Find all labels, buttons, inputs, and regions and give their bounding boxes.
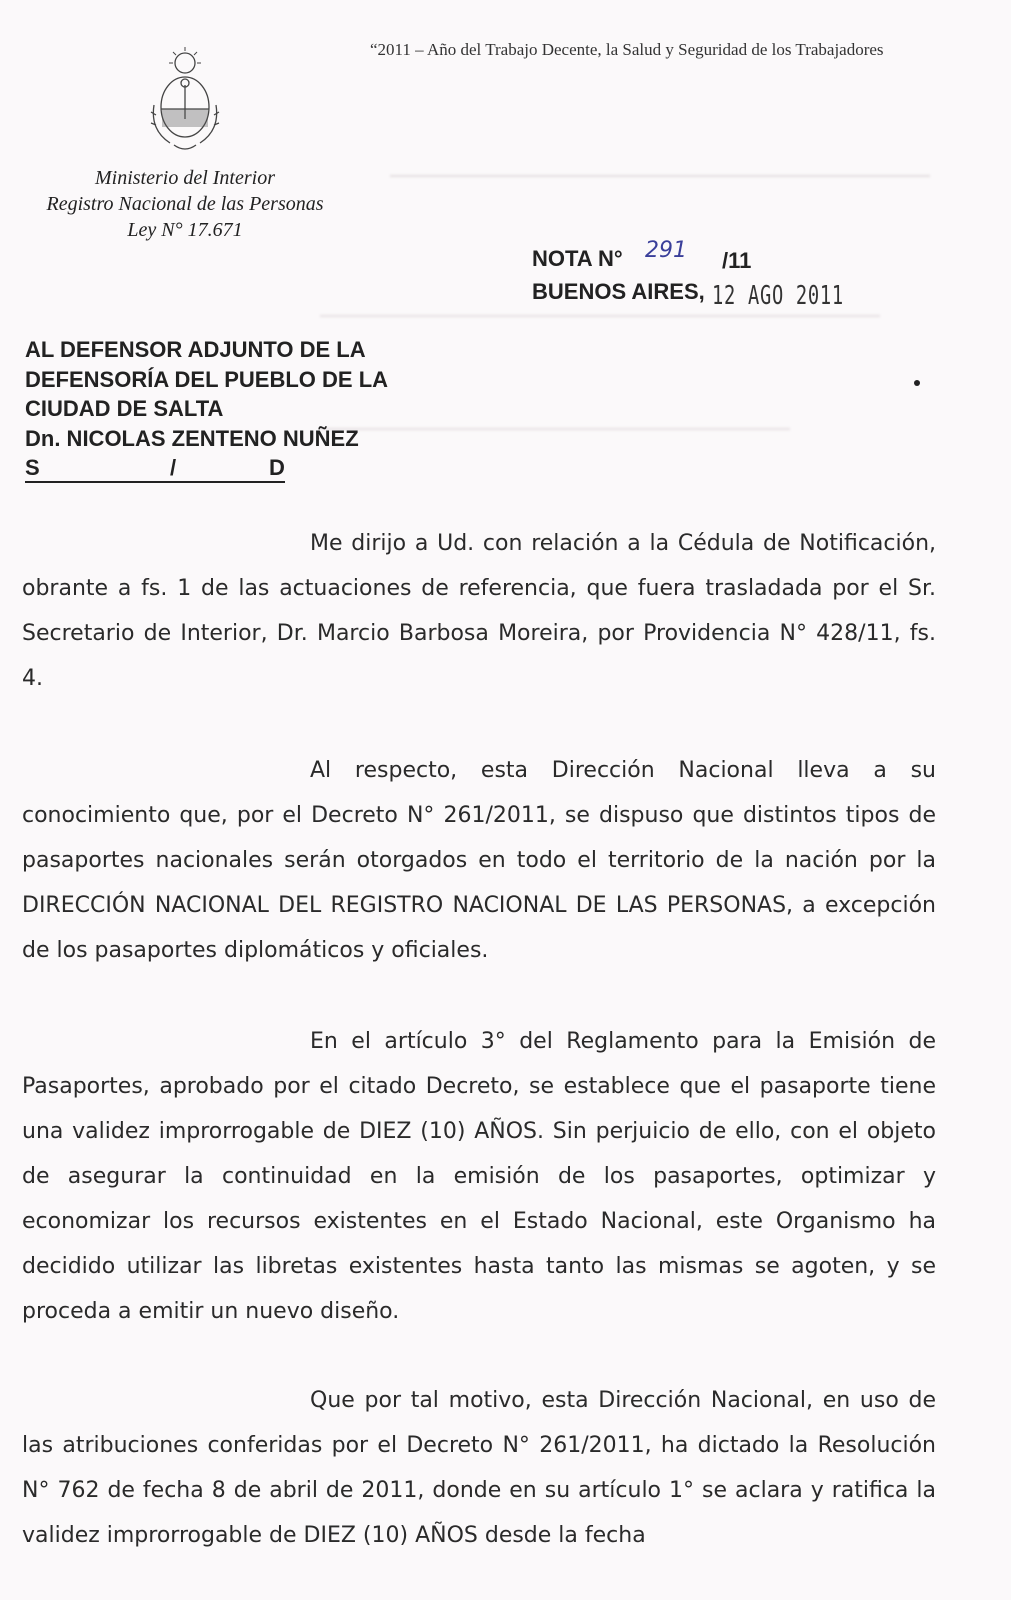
bleed-through-shadow <box>390 145 930 177</box>
sd-slash: / <box>170 455 177 480</box>
addressee-line: CIUDAD DE SALTA <box>25 396 224 421</box>
argentine-coat-of-arms-icon <box>140 45 230 157</box>
sd-salutation <box>25 455 285 483</box>
body-paragraph: En el artículo 3° del Reglamento para la Emisión de Pasaportes, aprobado por el citado Decreto, se establece que el pasaporte tiene una validez improrrogable de DIEZ (10) AÑOS. Sin perjuicio de ello, con el objeto de asegurar la continuidad en la emisión de los pasaportes, optimizar y economizar los recursos existentes en el Estado Nacional, este Organismo ha decidido utilizar las libretas existentes hasta tanto las mismas se agoten, y se proceda a emitir un nuevo diseño. <box>22 1029 936 1324</box>
note-suffix: /11 <box>722 248 752 273</box>
sd-d: D <box>269 455 285 480</box>
body-paragraph: Que por tal motivo, esta Dirección Nacional, en uso de las atribuciones conferidas por el Decreto N° 261/2011, ha dictado la Resolución N° 762 de fecha 8 de abril de 2011, donde en su artículo 1° se aclara y ratifica la validez improrrogable de DIEZ (10) AÑOS desde la fecha <box>22 1388 936 1548</box>
ministry-line: Ley N° 17.671 <box>127 219 243 241</box>
addressee-line: AL DEFENSOR ADJUNTO DE LA <box>25 337 366 362</box>
sd-s: S <box>25 455 40 480</box>
date-stamp: 12 AGO 2011 <box>712 281 844 311</box>
city-label: BUENOS AIRES, <box>532 279 705 304</box>
addressee-block <box>25 335 388 453</box>
bleed-through-shadow <box>320 400 790 430</box>
ministry-line: Registro Nacional de las Personas <box>46 193 324 215</box>
ministry-line: Ministerio del Interior <box>95 167 275 189</box>
note-label: NOTA N° <box>532 246 623 271</box>
addressee-line: DEFENSORÍA DEL PUEBLO DE LA <box>25 366 389 392</box>
addressee-line: Dn. NICOLAS ZENTENO NUÑEZ <box>25 425 359 451</box>
ink-dot <box>914 380 920 386</box>
note-number-handwritten: 291 <box>645 238 687 263</box>
ministry-header <box>0 165 370 243</box>
body-paragraph: Me dirijo a Ud. con relación a la Cédula de Notificación, obrante a fs. 1 de las actuaciones de referencia, que fuera trasladada por el Sr. Secretario de Interior, Dr. Marcio Barbosa Moreira, por Providencia N° 428/11, fs. 4. <box>22 531 936 691</box>
body-paragraph: Al respecto, esta Dirección Nacional lleva a su conocimiento que, por el Decreto N° 261/2011, se dispuso que distintos tipos de pasaportes nacionales serán otorgados en todo el territorio de la nación por la DIRECCIÓN NACIONAL DEL REGISTRO NACIONAL DE LAS PERSONAS, a excepción de los pasaportes diplomáticos y oficiales. <box>22 758 936 963</box>
header-motto: “2011 – Año del Trabajo Decente, la Salud y Seguridad de los Trabajadores <box>370 40 884 59</box>
